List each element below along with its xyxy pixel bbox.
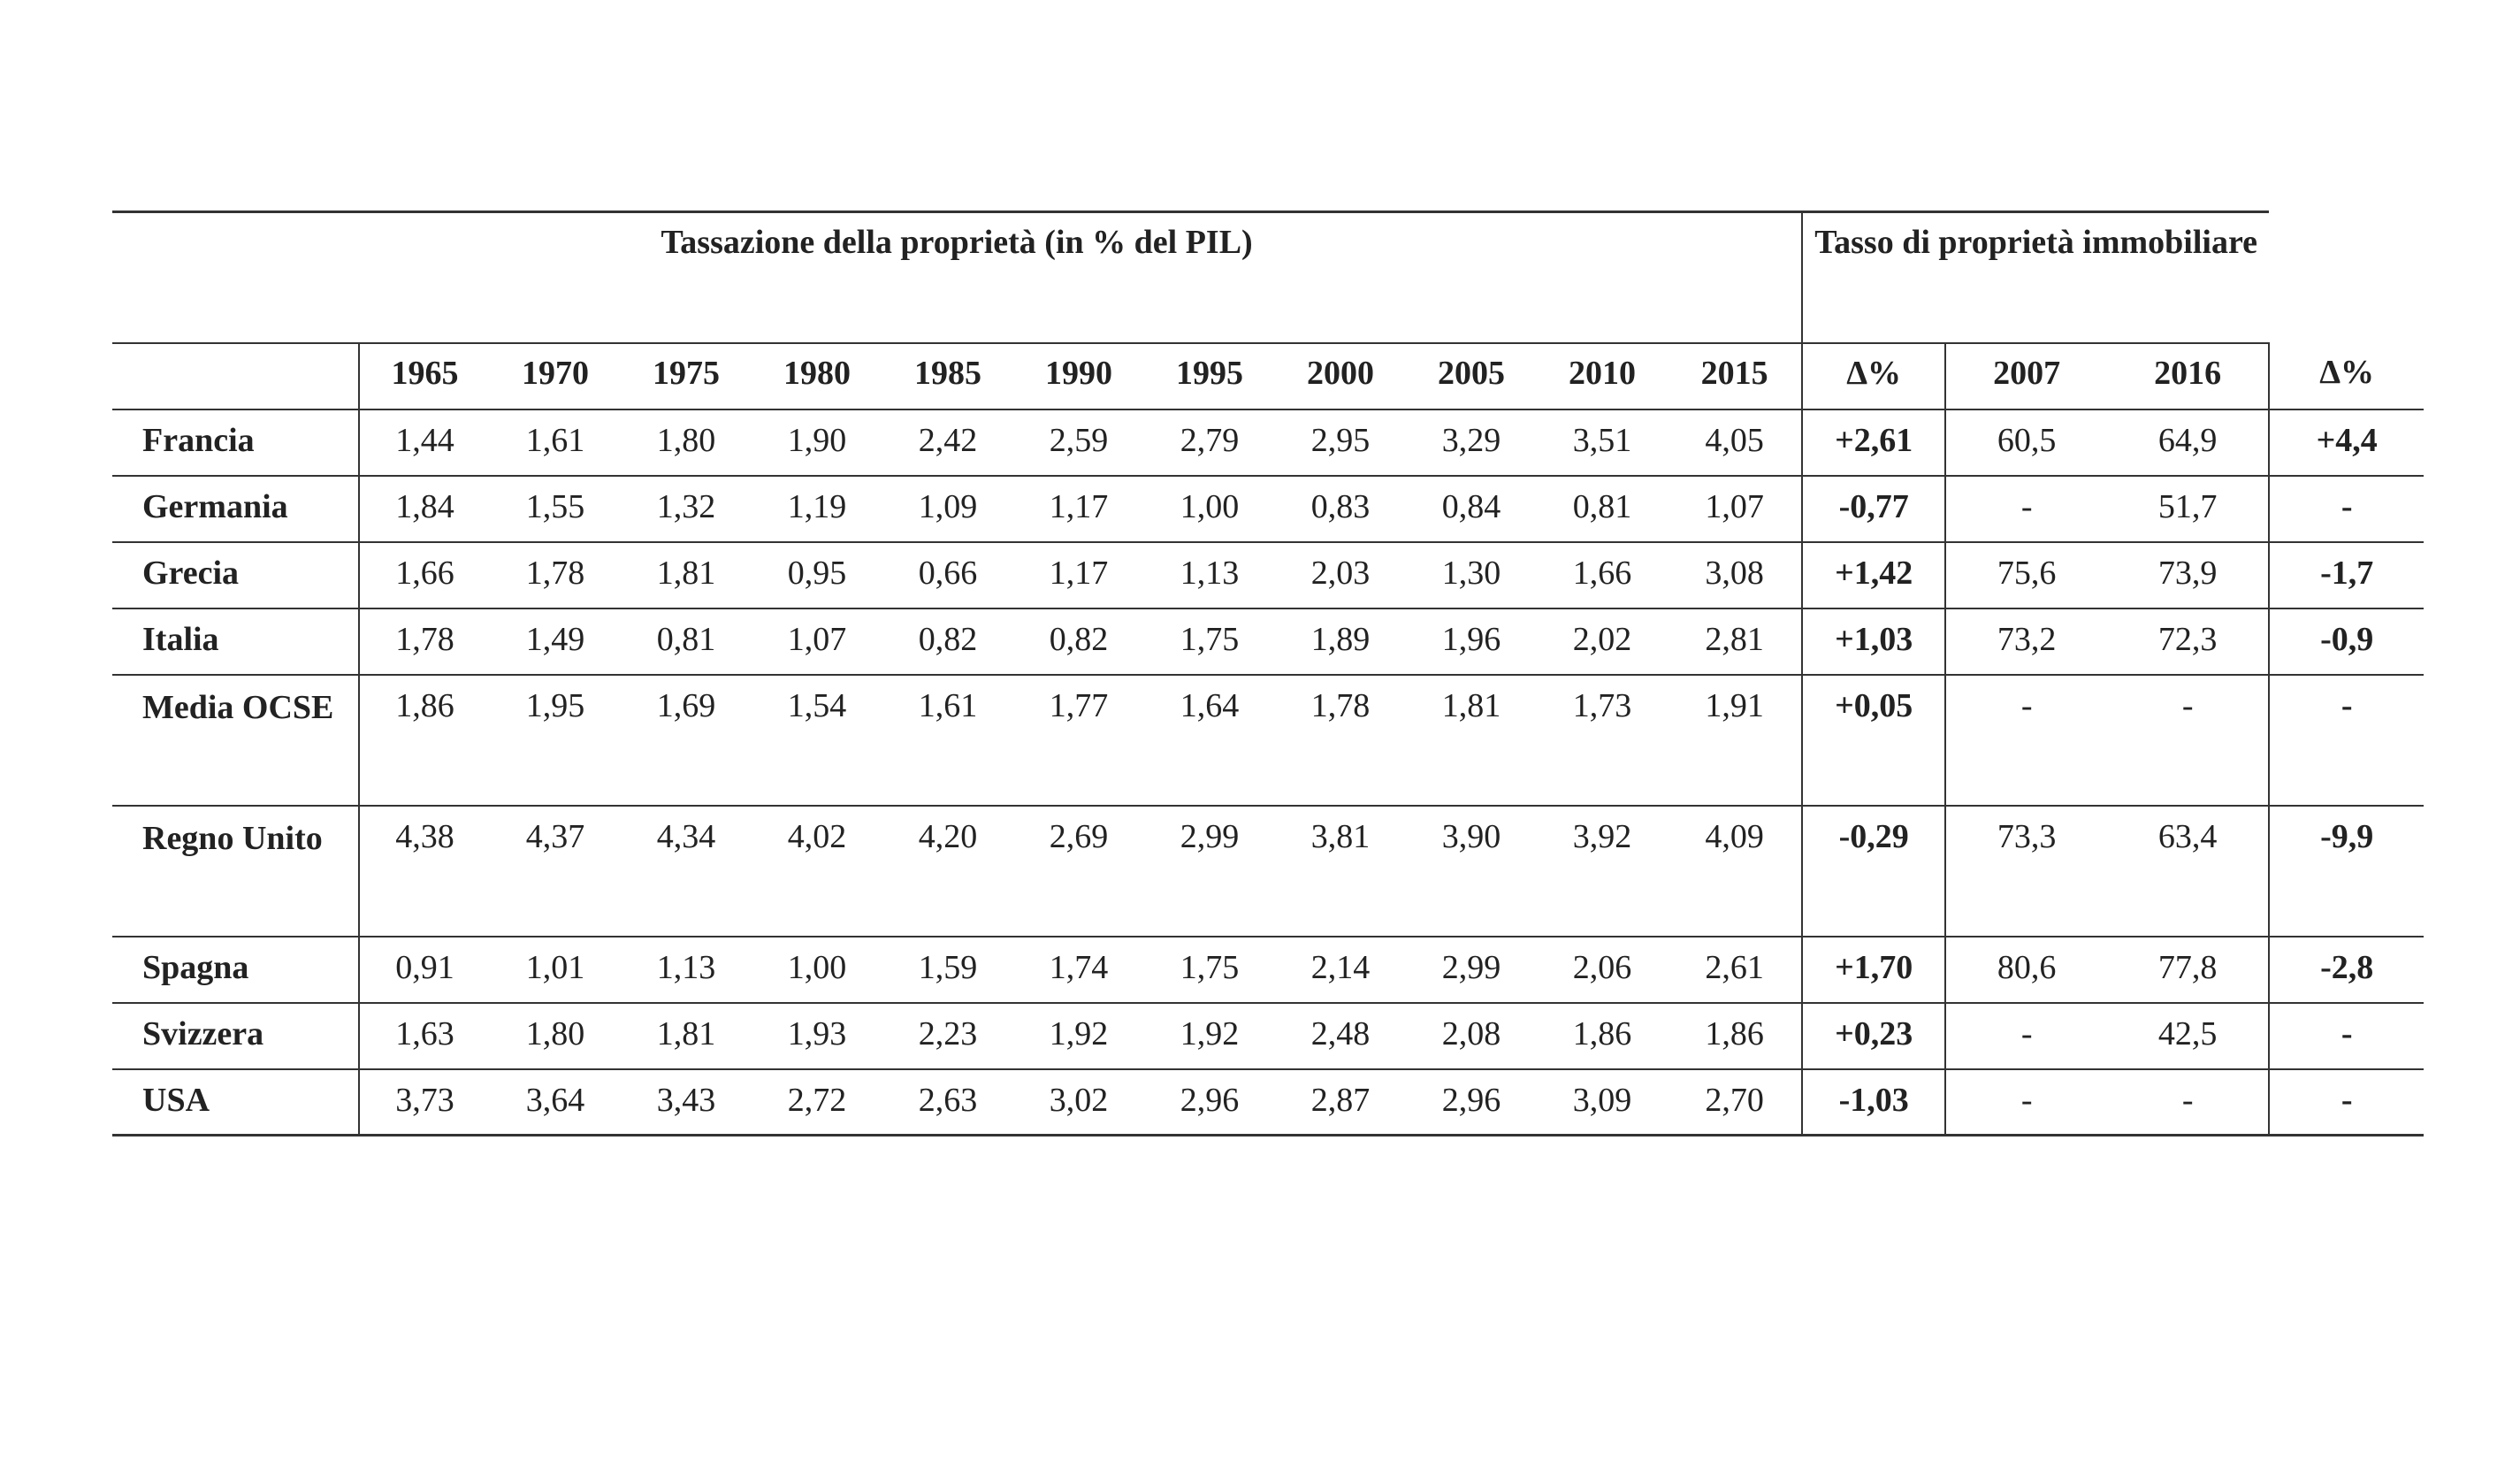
ownership-delta: -9,9 [2269,806,2424,937]
header-own-year-2016: 2016 [2107,343,2269,409]
table-row [112,806,2424,937]
ownership-delta: - [2269,1069,2424,1136]
table-row [112,1069,2424,1136]
tax-value: 0,91 [359,937,490,1003]
tax-value: 2,70 [1668,1069,1802,1136]
tax-value: 2,59 [1013,409,1144,476]
header-year-2010: 2010 [1537,343,1668,409]
tax-value: 4,20 [882,806,1013,937]
property-tax-table [112,210,2424,1136]
tax-value: 1,74 [1013,937,1144,1003]
tax-value: 1,61 [490,409,621,476]
tax-value: 2,72 [752,1069,882,1136]
header-year-2005: 2005 [1406,343,1537,409]
ownership-value: - [1945,1003,2107,1069]
tax-value: 1,30 [1406,542,1537,608]
tax-value: 2,96 [1144,1069,1275,1136]
header-year-1980: 1980 [752,343,882,409]
header-year-1995: 1995 [1144,343,1275,409]
ownership-delta: - [2269,1003,2424,1069]
tax-value: 1,00 [1144,476,1275,542]
tax-value: 2,99 [1406,937,1537,1003]
tax-value: 1,17 [1013,476,1144,542]
table-title-row [112,212,2424,343]
tax-value: 1,07 [1668,476,1802,542]
tax-value: 1,63 [359,1003,490,1069]
tax-value: 1,78 [359,608,490,675]
tax-delta: +1,70 [1802,937,1945,1003]
country-label: Svizzera [112,1003,359,1069]
ownership-value: 73,3 [1945,806,2107,937]
tax-value: 4,34 [621,806,752,937]
tax-value: 3,92 [1537,806,1668,937]
tax-value: 2,79 [1144,409,1275,476]
tax-value: 1,09 [882,476,1013,542]
tax-value: 1,86 [359,675,490,806]
tax-value: 1,32 [621,476,752,542]
tax-value: 1,66 [1537,542,1668,608]
country-label: Francia [112,409,359,476]
table-row [112,937,2424,1003]
header-country-blank [112,343,359,409]
tax-value: 0,81 [621,608,752,675]
header-year-1985: 1985 [882,343,1013,409]
tax-value: 1,84 [359,476,490,542]
tax-value: 2,48 [1275,1003,1406,1069]
title-property-taxation: Tassazione della proprietà (in % del PIL) [112,212,1802,343]
ownership-value: 75,6 [1945,542,2107,608]
tax-delta: +2,61 [1802,409,1945,476]
header-year-1965: 1965 [359,343,490,409]
tax-value: 2,69 [1013,806,1144,937]
tax-value: 0,95 [752,542,882,608]
tax-value: 2,03 [1275,542,1406,608]
tax-value: 1,19 [752,476,882,542]
tax-value: 2,08 [1406,1003,1537,1069]
table-body [112,409,2424,1136]
tax-value: 1,61 [882,675,1013,806]
country-label: Spagna [112,937,359,1003]
ownership-value: - [2107,1069,2269,1136]
tax-value: 1,13 [621,937,752,1003]
table-row [112,476,2424,542]
tax-value: 0,84 [1406,476,1537,542]
tax-value: 1,81 [1406,675,1537,806]
tax-delta: +1,03 [1802,608,1945,675]
ownership-value: 72,3 [2107,608,2269,675]
country-label: Grecia [112,542,359,608]
header-year-2000: 2000 [1275,343,1406,409]
tax-value: 0,83 [1275,476,1406,542]
ownership-value: 63,4 [2107,806,2269,937]
tax-value: 3,51 [1537,409,1668,476]
tax-value: 2,42 [882,409,1013,476]
tax-value: 1,66 [359,542,490,608]
tax-value: 2,95 [1275,409,1406,476]
ownership-delta: -1,7 [2269,542,2424,608]
tax-value: 1,86 [1537,1003,1668,1069]
tax-value: 1,95 [490,675,621,806]
tax-value: 2,87 [1275,1069,1406,1136]
tax-value: 1,49 [490,608,621,675]
header-own-year-2007: 2007 [1945,343,2107,409]
tax-value: 0,82 [1013,608,1144,675]
ownership-value: - [1945,476,2107,542]
ownership-value: 77,8 [2107,937,2269,1003]
tax-delta: -1,03 [1802,1069,1945,1136]
tax-value: 2,63 [882,1069,1013,1136]
tax-value: 1,93 [752,1003,882,1069]
tax-value: 2,02 [1537,608,1668,675]
tax-value: 3,90 [1406,806,1537,937]
ownership-value: - [1945,1069,2107,1136]
tax-value: 0,66 [882,542,1013,608]
tax-value: 1,17 [1013,542,1144,608]
ownership-delta: -2,8 [2269,937,2424,1003]
header-own-delta: Δ% [2269,343,2424,409]
header-year-1975: 1975 [621,343,752,409]
tax-value: 1,89 [1275,608,1406,675]
tax-value: 1,80 [490,1003,621,1069]
ownership-value: 73,9 [2107,542,2269,608]
ownership-value: - [1945,675,2107,806]
tax-value: 2,96 [1406,1069,1537,1136]
tax-value: 3,29 [1406,409,1537,476]
tax-value: 4,37 [490,806,621,937]
table-row [112,1003,2424,1069]
tax-delta: +0,23 [1802,1003,1945,1069]
tax-value: 1,07 [752,608,882,675]
tax-value: 4,05 [1668,409,1802,476]
country-label: Germania [112,476,359,542]
header-year-1970: 1970 [490,343,621,409]
tax-value: 1,75 [1144,937,1275,1003]
ownership-value: 51,7 [2107,476,2269,542]
ownership-value: 73,2 [1945,608,2107,675]
tax-value: 1,81 [621,542,752,608]
ownership-delta: - [2269,476,2424,542]
tax-value: 0,81 [1537,476,1668,542]
tax-value: 2,06 [1537,937,1668,1003]
ownership-delta: -0,9 [2269,608,2424,675]
table-row [112,675,2424,806]
tax-delta: -0,77 [1802,476,1945,542]
tax-value: 2,99 [1144,806,1275,937]
tax-value: 3,73 [359,1069,490,1136]
country-label: USA [112,1069,359,1136]
tax-value: 1,91 [1668,675,1802,806]
tax-value: 3,81 [1275,806,1406,937]
ownership-delta: - [2269,675,2424,806]
title-home-ownership-rate: Tasso di proprietà immobiliare [1802,212,2269,343]
ownership-value: - [2107,675,2269,806]
tax-value: 1,75 [1144,608,1275,675]
tax-value: 1,90 [752,409,882,476]
tax-value: 1,78 [1275,675,1406,806]
tax-delta: -0,29 [1802,806,1945,937]
tax-value: 1,59 [882,937,1013,1003]
tax-value: 1,44 [359,409,490,476]
tax-value: 0,82 [882,608,1013,675]
ownership-value: 80,6 [1945,937,2107,1003]
tax-value: 2,61 [1668,937,1802,1003]
tax-value: 3,02 [1013,1069,1144,1136]
tax-value: 1,92 [1013,1003,1144,1069]
tax-value: 4,09 [1668,806,1802,937]
tax-value: 1,86 [1668,1003,1802,1069]
tax-value: 4,38 [359,806,490,937]
tax-value: 1,78 [490,542,621,608]
tax-value: 1,69 [621,675,752,806]
tax-value: 1,64 [1144,675,1275,806]
ownership-delta: +4,4 [2269,409,2424,476]
tax-value: 1,77 [1013,675,1144,806]
tax-delta: +0,05 [1802,675,1945,806]
table-header-row [112,343,2424,409]
country-label: Media OCSE [112,675,359,806]
tax-value: 4,02 [752,806,882,937]
table-row [112,409,2424,476]
tax-delta: +1,42 [1802,542,1945,608]
ownership-value: 60,5 [1945,409,2107,476]
tax-value: 1,73 [1537,675,1668,806]
tax-value: 1,13 [1144,542,1275,608]
header-year-1990: 1990 [1013,343,1144,409]
tax-value: 2,81 [1668,608,1802,675]
tax-value: 1,55 [490,476,621,542]
tax-value: 1,00 [752,937,882,1003]
header-tax-delta: Δ% [1802,343,1945,409]
ownership-value: 42,5 [2107,1003,2269,1069]
tax-value: 1,92 [1144,1003,1275,1069]
country-label: Regno Unito [112,806,359,937]
tax-value: 1,80 [621,409,752,476]
tax-value: 1,81 [621,1003,752,1069]
tax-value: 1,01 [490,937,621,1003]
tax-value: 2,23 [882,1003,1013,1069]
tax-value: 3,08 [1668,542,1802,608]
tax-value: 1,96 [1406,608,1537,675]
ownership-value: 64,9 [2107,409,2269,476]
table-row [112,608,2424,675]
header-year-2015: 2015 [1668,343,1802,409]
tax-value: 3,43 [621,1069,752,1136]
tax-value: 3,09 [1537,1069,1668,1136]
country-label: Italia [112,608,359,675]
table-row [112,542,2424,608]
tax-value: 1,54 [752,675,882,806]
tax-value: 3,64 [490,1069,621,1136]
tax-value: 2,14 [1275,937,1406,1003]
